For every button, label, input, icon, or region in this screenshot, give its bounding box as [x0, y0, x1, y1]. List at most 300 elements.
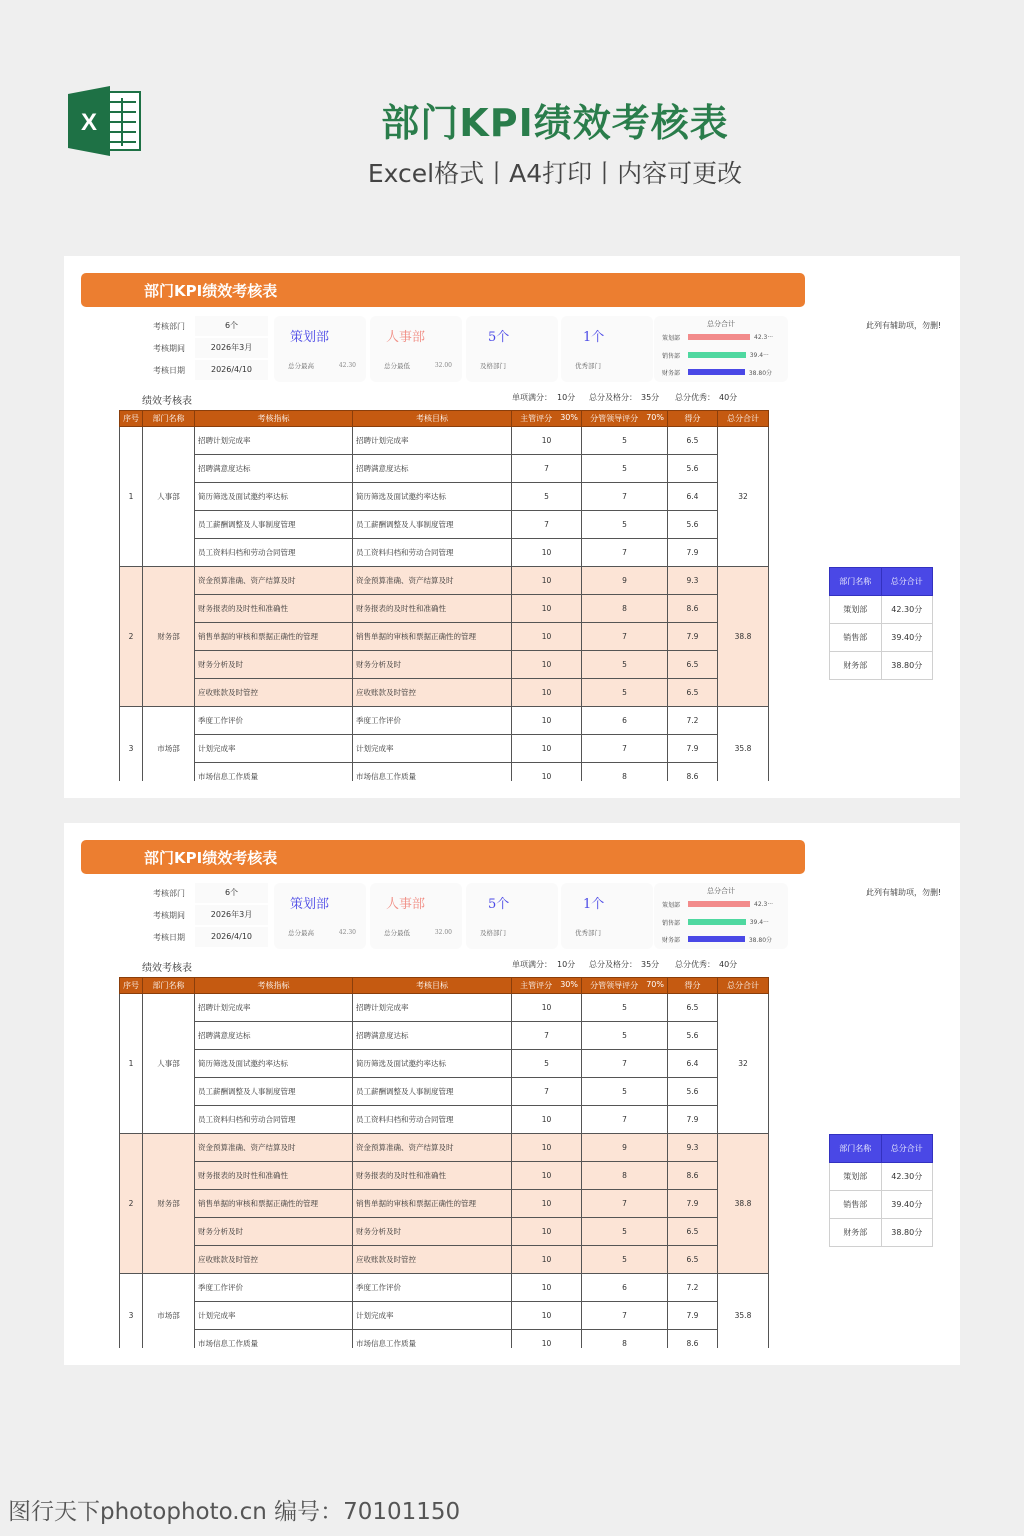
cell-total[interactable]: 35.8	[718, 1274, 769, 1349]
cell-target[interactable]: 员工资料归档和劳动合同管理	[353, 539, 512, 567]
cell-indicator[interactable]: 应收账款及时管控	[195, 1246, 353, 1274]
cell-target[interactable]: 季度工作评价	[353, 707, 512, 735]
cell-dept[interactable]: 市场部	[143, 1274, 195, 1349]
info-row	[128, 359, 268, 381]
cell-indicator[interactable]: 员工资料归档和劳动合同管理	[195, 1106, 353, 1134]
table-row	[120, 539, 769, 567]
mini-bar	[688, 369, 745, 375]
stat-card-excellent	[561, 883, 653, 949]
cell-target[interactable]: 资金预算准确、资产结算及时	[353, 567, 512, 595]
sheet-preview-1	[64, 256, 960, 798]
info-grid	[128, 315, 268, 381]
excellent-value: 40分	[719, 393, 738, 402]
side-dept[interactable]: 财务部	[830, 1219, 882, 1247]
cell-total[interactable]: 32	[718, 427, 769, 567]
leader-label: 分管领导评分	[590, 414, 639, 423]
side-total[interactable]: 39.40分	[881, 624, 933, 652]
pass-value: 35分	[641, 393, 660, 402]
mini-label: 财务部	[662, 936, 681, 944]
cell-supervisor-score[interactable]: 10	[512, 679, 582, 707]
cell-score[interactable]: 8.6	[668, 1162, 718, 1190]
cell-supervisor-score[interactable]: 10	[512, 539, 582, 567]
side-row	[830, 1163, 933, 1191]
cell-leader-score[interactable]: 9	[582, 567, 668, 595]
cell-indicator[interactable]: 应收账款及时管控	[195, 679, 353, 707]
cell-supervisor-score[interactable]: 5	[512, 483, 582, 511]
cell-leader-score[interactable]: 5	[582, 1246, 668, 1274]
cell-indicator[interactable]: 市场信息工作质量	[195, 763, 353, 782]
cell-dept[interactable]: 市场部	[143, 707, 195, 782]
cell-leader-score[interactable]: 7	[582, 1050, 668, 1078]
stat-value: 5个	[488, 330, 510, 345]
table-row	[120, 1134, 769, 1162]
cell-score[interactable]: 7.9	[668, 1106, 718, 1134]
side-row	[830, 1219, 933, 1247]
side-total[interactable]: 39.40分	[881, 1191, 933, 1219]
cell-no[interactable]: 1	[120, 427, 143, 567]
leader-pct: 70%	[646, 413, 664, 422]
col-header-score: 得分	[668, 411, 718, 427]
stat-value: 1个	[583, 897, 605, 912]
info-label: 考核部门	[153, 888, 185, 898]
side-dept[interactable]: 销售部	[830, 1191, 882, 1219]
cell-indicator[interactable]: 简历筛选及面试邀约率达标	[195, 483, 353, 511]
stat-label: 优秀部门	[575, 929, 601, 937]
cell-no[interactable]: 3	[120, 1274, 143, 1349]
col-header-leader	[582, 978, 668, 994]
cell-target[interactable]: 简历筛选及面试邀约率达标	[353, 483, 512, 511]
mini-label: 策划部	[662, 334, 681, 342]
cell-score[interactable]: 8.6	[668, 595, 718, 623]
mini-chart-row	[662, 899, 773, 909]
cell-score[interactable]: 6.5	[668, 994, 718, 1022]
table-title: 绩效考核表	[142, 396, 192, 407]
stat-value: 1个	[583, 330, 605, 345]
cell-target[interactable]: 应收账款及时管控	[353, 1246, 512, 1274]
single-full-label: 单项满分：	[512, 960, 552, 969]
cell-score[interactable]: 5.6	[668, 511, 718, 539]
cell-indicator[interactable]: 销售单据的审核和票据正确性的管理	[195, 623, 353, 651]
table-row	[120, 1050, 769, 1078]
table-row	[120, 1162, 769, 1190]
table-row	[120, 511, 769, 539]
col-header-no: 序号	[120, 978, 143, 994]
cell-target[interactable]: 财务报表的及时性和准确性	[353, 1162, 512, 1190]
cell-score[interactable]: 5.6	[668, 455, 718, 483]
mini-bar	[688, 919, 746, 925]
cell-score[interactable]: 8.6	[668, 1330, 718, 1349]
watermark-text: 图行天下photophoto.cn 编号：70101150	[8, 1499, 461, 1525]
cell-leader-score[interactable]: 5	[582, 1022, 668, 1050]
pass-value: 35分	[641, 960, 660, 969]
stat-value: 策划部	[290, 897, 330, 912]
cell-supervisor-score[interactable]: 10	[512, 1246, 582, 1274]
side-row	[830, 596, 933, 624]
cell-indicator[interactable]: 财务分析及时	[195, 651, 353, 679]
cell-target[interactable]: 招聘计划完成率	[353, 994, 512, 1022]
cell-target[interactable]: 资金预算准确、资产结算及时	[353, 1134, 512, 1162]
mini-label: 销售部	[662, 919, 681, 927]
cell-supervisor-score[interactable]: 7	[512, 511, 582, 539]
cell-no[interactable]: 3	[120, 707, 143, 782]
dept-total-table	[829, 1134, 933, 1247]
cell-score[interactable]: 8.6	[668, 763, 718, 782]
mini-value: 42.3···	[754, 900, 774, 908]
stat-number: 32.00	[434, 929, 452, 936]
cell-leader-score[interactable]: 5	[582, 455, 668, 483]
info-row	[128, 926, 268, 948]
cell-indicator[interactable]: 计划完成率	[195, 1302, 353, 1330]
cell-target[interactable]: 销售单据的审核和票据正确性的管理	[353, 623, 512, 651]
cell-score[interactable]: 7.9	[668, 1302, 718, 1330]
stat-card-pass	[466, 883, 558, 949]
table-row	[120, 1078, 769, 1106]
info-value[interactable]: 2026年3月	[195, 905, 268, 925]
info-label: 考核期间	[153, 343, 185, 353]
cell-supervisor-score[interactable]: 10	[512, 735, 582, 763]
mini-chart-row	[662, 934, 772, 944]
mini-bar-chart	[654, 316, 788, 382]
cell-leader-score[interactable]: 5	[582, 1078, 668, 1106]
table-row	[120, 1330, 769, 1349]
side-total[interactable]: 42.30分	[881, 1163, 933, 1191]
cell-target[interactable]: 市场信息工作质量	[353, 1330, 512, 1349]
cell-supervisor-score[interactable]: 10	[512, 1134, 582, 1162]
supervisor-pct: 30%	[560, 413, 578, 422]
cell-supervisor-score[interactable]: 10	[512, 1330, 582, 1349]
cell-leader-score[interactable]: 7	[582, 1302, 668, 1330]
pass-label: 总分及格分：	[589, 960, 637, 969]
side-row	[830, 624, 933, 652]
mini-value: 42.3···	[754, 333, 774, 341]
cell-supervisor-score[interactable]: 10	[512, 595, 582, 623]
cell-total[interactable]: 35.8	[718, 707, 769, 782]
cell-supervisor-score[interactable]: 5	[512, 1050, 582, 1078]
single-full-value: 10分	[557, 393, 576, 402]
cell-target[interactable]: 应收账款及时管控	[353, 679, 512, 707]
cell-indicator[interactable]: 资金预算准确、资产结算及时	[195, 567, 353, 595]
cell-score[interactable]: 6.4	[668, 483, 718, 511]
cell-target[interactable]: 招聘计划完成率	[353, 427, 512, 455]
cell-total[interactable]: 38.8	[718, 1134, 769, 1274]
cell-indicator[interactable]: 季度工作评价	[195, 1274, 353, 1302]
col-header-target: 考核目标	[353, 978, 512, 994]
cell-indicator[interactable]: 财务报表的及时性和准确性	[195, 595, 353, 623]
cell-indicator[interactable]: 招聘满意度达标	[195, 455, 353, 483]
mini-bar	[688, 334, 750, 340]
cell-leader-score[interactable]: 9	[582, 1134, 668, 1162]
side-header-dept: 部门名称	[830, 1135, 882, 1163]
mini-value: 39.4···	[749, 918, 769, 926]
cell-dept[interactable]: 人事部	[143, 994, 195, 1134]
info-row	[128, 882, 268, 904]
cell-supervisor-score[interactable]: 10	[512, 1302, 582, 1330]
cell-no[interactable]: 2	[120, 1134, 143, 1274]
single-full-value: 10分	[557, 960, 576, 969]
stat-label: 总分最高	[288, 362, 314, 370]
table-row	[120, 483, 769, 511]
stat-value: 人事部	[386, 330, 426, 345]
supervisor-label: 主管评分	[520, 981, 553, 990]
table-row	[120, 567, 769, 595]
cell-supervisor-score[interactable]: 10	[512, 994, 582, 1022]
hero-subtitle: Excel格式丨A4打印丨内容可更改	[367, 159, 743, 188]
stat-card-low	[370, 316, 462, 382]
cell-supervisor-score[interactable]: 10	[512, 1106, 582, 1134]
stat-label: 总分最高	[288, 929, 314, 937]
table-row	[120, 1218, 769, 1246]
cell-target[interactable]: 计划完成率	[353, 1302, 512, 1330]
info-row	[128, 337, 268, 359]
pass-label: 总分及格分：	[589, 393, 637, 402]
info-label: 考核日期	[153, 365, 185, 375]
table-header-line	[100, 385, 788, 409]
banner-title: 部门KPI绩效考核表	[144, 282, 278, 300]
mini-label: 策划部	[662, 901, 681, 909]
mini-chart-row	[662, 350, 769, 360]
stat-number: 42.30	[338, 929, 356, 936]
cell-indicator[interactable]: 招聘计划完成率	[195, 427, 353, 455]
cell-supervisor-score[interactable]: 7	[512, 1022, 582, 1050]
mini-bar-chart	[654, 883, 788, 949]
mini-label: 销售部	[662, 352, 681, 360]
col-header-total: 总分合计	[718, 978, 769, 994]
stat-card-top	[274, 316, 366, 382]
cell-total[interactable]: 32	[718, 994, 769, 1134]
cell-supervisor-score[interactable]: 10	[512, 707, 582, 735]
table-row	[120, 763, 769, 782]
side-row	[830, 652, 933, 680]
mini-chart-title: 总分合计	[707, 887, 735, 895]
info-row	[128, 904, 268, 926]
stat-label: 及格部门	[480, 362, 506, 370]
info-value[interactable]: 2026/4/10	[195, 927, 268, 947]
kpi-table	[119, 410, 769, 781]
cell-indicator[interactable]: 资金预算准确、资产结算及时	[195, 1134, 353, 1162]
cell-score[interactable]: 6.4	[668, 1050, 718, 1078]
cell-supervisor-score[interactable]: 10	[512, 1218, 582, 1246]
cell-leader-score[interactable]: 5	[582, 994, 668, 1022]
cell-indicator[interactable]: 招聘计划完成率	[195, 994, 353, 1022]
cell-leader-score[interactable]: 8	[582, 595, 668, 623]
cell-supervisor-score[interactable]: 10	[512, 427, 582, 455]
info-value[interactable]: 6个	[195, 316, 268, 336]
cell-leader-score[interactable]: 7	[582, 483, 668, 511]
table-row	[120, 1022, 769, 1050]
cell-leader-score[interactable]: 7	[582, 1106, 668, 1134]
cell-indicator[interactable]: 员工资料归档和劳动合同管理	[195, 539, 353, 567]
side-row	[830, 1191, 933, 1219]
cell-indicator[interactable]: 简历筛选及面试邀约率达标	[195, 1050, 353, 1078]
cell-target[interactable]: 市场信息工作质量	[353, 763, 512, 782]
cell-indicator[interactable]: 招聘满意度达标	[195, 1022, 353, 1050]
banner	[81, 273, 805, 307]
cell-score[interactable]: 6.5	[668, 651, 718, 679]
cell-total[interactable]: 38.8	[718, 567, 769, 707]
cell-score[interactable]: 5.6	[668, 1078, 718, 1106]
col-header-indicator: 考核指标	[195, 411, 353, 427]
table-row	[120, 1246, 769, 1274]
cell-target[interactable]: 财务分析及时	[353, 651, 512, 679]
cell-leader-score[interactable]: 8	[582, 1330, 668, 1349]
table-row	[120, 427, 769, 455]
cell-supervisor-score[interactable]: 7	[512, 455, 582, 483]
leader-pct: 70%	[646, 980, 664, 989]
cell-no[interactable]: 2	[120, 567, 143, 707]
cell-leader-score[interactable]: 8	[582, 763, 668, 782]
cell-indicator[interactable]: 财务报表的及时性和准确性	[195, 1162, 353, 1190]
info-label: 考核部门	[153, 321, 185, 331]
cell-indicator[interactable]: 销售单据的审核和票据正确性的管理	[195, 1190, 353, 1218]
mini-chart-row	[662, 332, 773, 342]
cell-score[interactable]: 5.6	[668, 1022, 718, 1050]
cell-target[interactable]: 季度工作评价	[353, 1274, 512, 1302]
info-row	[128, 315, 268, 337]
mini-chart-title: 总分合计	[707, 320, 735, 328]
mini-bar	[688, 352, 746, 358]
info-value[interactable]: 2026/4/10	[195, 360, 268, 380]
single-full-label: 单项满分：	[512, 393, 552, 402]
kpi-table-area	[100, 385, 788, 781]
stat-card-low	[370, 883, 462, 949]
side-header-total: 总分合计	[881, 568, 933, 596]
cell-score[interactable]: 7.9	[668, 735, 718, 763]
table-row	[120, 1190, 769, 1218]
cell-score[interactable]: 9.3	[668, 567, 718, 595]
table-row	[120, 623, 769, 651]
cell-supervisor-score[interactable]: 10	[512, 567, 582, 595]
dept-total-table	[829, 567, 933, 680]
table-row	[120, 735, 769, 763]
table-row	[120, 994, 769, 1022]
col-header-leader	[582, 411, 668, 427]
cell-leader-score[interactable]: 6	[582, 1274, 668, 1302]
cell-score[interactable]: 6.5	[668, 1246, 718, 1274]
side-total[interactable]: 38.80分	[881, 652, 933, 680]
cell-score[interactable]: 6.5	[668, 427, 718, 455]
col-header-indicator: 考核指标	[195, 978, 353, 994]
stat-number: 32.00	[434, 362, 452, 369]
table-header-line	[100, 952, 788, 976]
cell-target[interactable]: 员工薪酬调整及人事制度管理	[353, 1078, 512, 1106]
cell-score[interactable]: 7.9	[668, 539, 718, 567]
cell-leader-score[interactable]: 5	[582, 651, 668, 679]
cell-leader-score[interactable]: 7	[582, 539, 668, 567]
cell-score[interactable]: 7.2	[668, 707, 718, 735]
cell-supervisor-score[interactable]: 10	[512, 1190, 582, 1218]
cell-target[interactable]: 招聘满意度达标	[353, 1022, 512, 1050]
cell-target[interactable]: 员工薪酬调整及人事制度管理	[353, 511, 512, 539]
cell-indicator[interactable]: 计划完成率	[195, 735, 353, 763]
cell-indicator[interactable]: 员工薪酬调整及人事制度管理	[195, 511, 353, 539]
cell-indicator[interactable]: 员工薪酬调整及人事制度管理	[195, 1078, 353, 1106]
cell-target[interactable]: 员工资料归档和劳动合同管理	[353, 1106, 512, 1134]
side-total[interactable]: 42.30分	[881, 596, 933, 624]
supervisor-label: 主管评分	[520, 414, 553, 423]
stat-card-pass	[466, 316, 558, 382]
excellent-label: 总分优秀：	[675, 393, 715, 402]
cell-score[interactable]: 6.5	[668, 679, 718, 707]
stat-card-excellent	[561, 316, 653, 382]
leader-label: 分管领导评分	[590, 981, 639, 990]
col-header-supervisor	[512, 978, 582, 994]
side-dept[interactable]: 财务部	[830, 652, 882, 680]
mini-value: 38.80分	[748, 369, 773, 377]
col-header-dept: 部门名称	[143, 978, 195, 994]
cell-score[interactable]: 9.3	[668, 1134, 718, 1162]
side-header-row	[830, 1135, 933, 1163]
cell-no[interactable]: 1	[120, 994, 143, 1134]
table-row	[120, 595, 769, 623]
stat-number: 42.30	[338, 362, 356, 369]
stat-value: 5个	[488, 897, 510, 912]
cell-supervisor-score[interactable]: 10	[512, 1162, 582, 1190]
cell-leader-score[interactable]: 5	[582, 427, 668, 455]
info-value[interactable]: 2026年3月	[195, 338, 268, 358]
cell-supervisor-score[interactable]: 10	[512, 623, 582, 651]
cell-target[interactable]: 财务报表的及时性和准确性	[353, 595, 512, 623]
cell-dept[interactable]: 财务部	[143, 1134, 195, 1274]
cell-supervisor-score[interactable]: 7	[512, 1078, 582, 1106]
helper-note: 此列有辅助项，勿删!	[866, 321, 942, 330]
side-total[interactable]: 38.80分	[881, 1219, 933, 1247]
info-value[interactable]: 6个	[195, 883, 268, 903]
cell-dept[interactable]: 人事部	[143, 427, 195, 567]
cell-score[interactable]: 7.2	[668, 1274, 718, 1302]
cell-target[interactable]: 财务分析及时	[353, 1218, 512, 1246]
cell-leader-score[interactable]: 6	[582, 707, 668, 735]
table-title: 绩效考核表	[142, 963, 192, 974]
side-dept[interactable]: 策划部	[830, 1163, 882, 1191]
cell-indicator[interactable]: 财务分析及时	[195, 1218, 353, 1246]
table-row	[120, 651, 769, 679]
cell-supervisor-score[interactable]: 10	[512, 651, 582, 679]
cell-leader-score[interactable]: 7	[582, 735, 668, 763]
cell-supervisor-score[interactable]: 10	[512, 1274, 582, 1302]
cell-indicator[interactable]: 市场信息工作质量	[195, 1330, 353, 1349]
cell-indicator[interactable]: 季度工作评价	[195, 707, 353, 735]
cell-leader-score[interactable]: 5	[582, 1218, 668, 1246]
cell-leader-score[interactable]: 5	[582, 679, 668, 707]
cell-score[interactable]: 7.9	[668, 1190, 718, 1218]
mini-bar	[688, 936, 745, 942]
stat-label: 及格部门	[480, 929, 506, 937]
cell-target[interactable]: 计划完成率	[353, 735, 512, 763]
cell-leader-score[interactable]: 8	[582, 1162, 668, 1190]
excellent-value: 40分	[719, 960, 738, 969]
col-header-no: 序号	[120, 411, 143, 427]
side-dept[interactable]: 销售部	[830, 624, 882, 652]
side-header-dept: 部门名称	[830, 568, 882, 596]
col-header-score: 得分	[668, 978, 718, 994]
cell-leader-score[interactable]: 7	[582, 623, 668, 651]
stat-card-top	[274, 883, 366, 949]
cell-target[interactable]: 招聘满意度达标	[353, 455, 512, 483]
cell-score[interactable]: 7.9	[668, 623, 718, 651]
cell-leader-score[interactable]: 5	[582, 511, 668, 539]
table-row	[120, 1302, 769, 1330]
side-header-total: 总分合计	[881, 1135, 933, 1163]
cell-target[interactable]: 简历筛选及面试邀约率达标	[353, 1050, 512, 1078]
table-header-row	[120, 978, 769, 994]
cell-target[interactable]: 销售单据的审核和票据正确性的管理	[353, 1190, 512, 1218]
cell-dept[interactable]: 财务部	[143, 567, 195, 707]
stat-value: 策划部	[290, 330, 330, 345]
cell-leader-score[interactable]: 7	[582, 1190, 668, 1218]
side-dept[interactable]: 策划部	[830, 596, 882, 624]
cell-score[interactable]: 6.5	[668, 1218, 718, 1246]
cell-supervisor-score[interactable]: 10	[512, 763, 582, 782]
